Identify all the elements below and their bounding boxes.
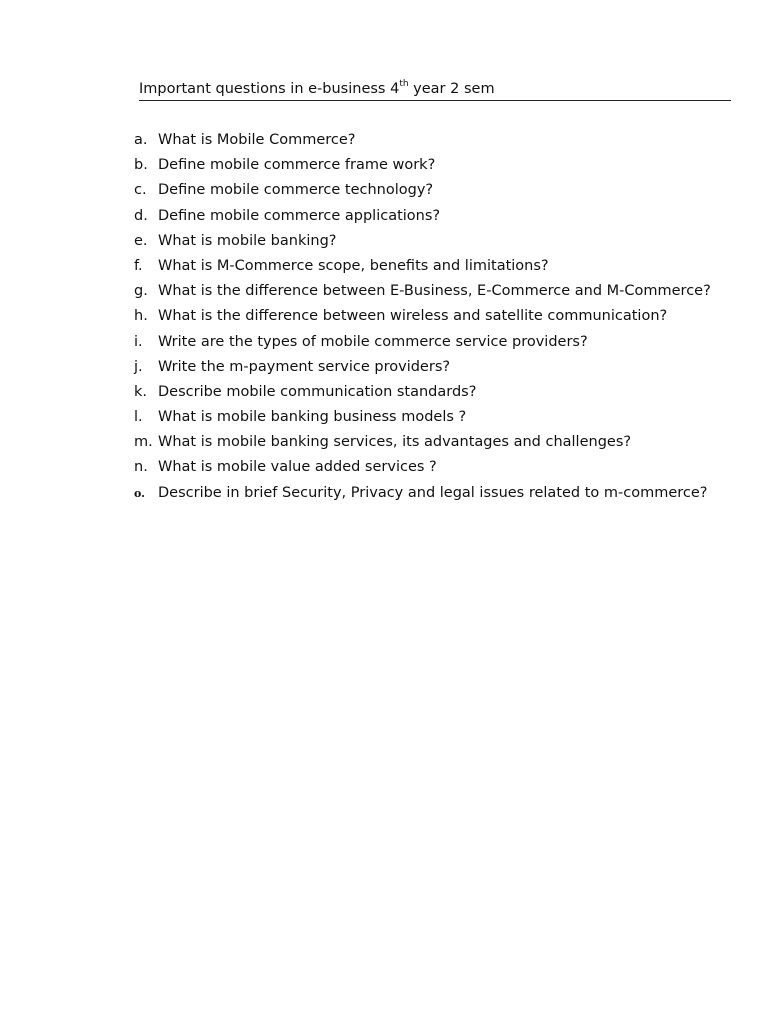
question-text: What is mobile banking business models ? [158,409,467,426]
question-text: Write are the types of mobile commerce service providers? [158,333,588,350]
question-item [134,258,734,275]
header-title-prefix: Important questions in e-business 4 [139,81,400,97]
question-item [134,233,734,250]
question-item [134,182,734,199]
question-marker: d. [134,207,148,224]
question-text: Define mobile commerce applications? [158,207,441,224]
question-list [134,132,734,510]
question-marker: c. [134,182,147,199]
header-title-superscript: th [399,79,409,90]
question-item [134,283,734,300]
question-marker: h. [134,308,148,325]
question-marker: e. [134,232,148,249]
question-text: What is M-Commerce scope, benefits and limitations? [158,257,549,274]
question-text: Write the m-payment service providers? [158,358,451,375]
question-marker: b. [134,157,148,174]
question-text: What is the difference between E-Business, E-Commerce and M-Commerce? [158,283,711,300]
question-text: What is Mobile Commerce? [158,132,356,148]
question-marker: j. [134,358,143,375]
question-marker: l. [134,409,143,426]
question-marker: n. [134,459,148,476]
question-item [134,384,734,401]
question-text: Define mobile commerce technology? [158,182,434,199]
question-marker: k. [134,383,148,400]
question-item [134,434,734,451]
question-text: What is mobile value added services ? [158,459,437,476]
question-item [134,485,734,502]
question-item [134,359,734,376]
question-item [134,132,734,149]
question-item [134,157,734,174]
question-text: What is mobile banking? [158,232,337,249]
question-item [134,409,734,426]
question-text: Describe in brief Security, Privacy and legal issues related to m-commerce? [158,484,708,501]
question-item [134,459,734,476]
question-marker: m. [134,434,153,451]
question-text: What is the difference between wireless and satellite communication? [158,308,668,325]
question-item [134,308,734,325]
question-item [134,334,734,351]
header-title-suffix: year 2 sem [408,81,495,97]
question-text: Describe mobile communication standards? [158,383,477,400]
question-item [134,208,734,225]
question-text: What is mobile banking services, its advantages and challenges? [158,434,632,451]
question-marker: f. [134,257,143,274]
question-marker: g. [134,283,148,300]
question-marker: i. [134,333,143,350]
document-header [139,79,731,101]
question-marker: o. [134,486,145,500]
question-marker: a. [134,132,148,148]
question-text: Define mobile commerce frame work? [158,157,436,174]
